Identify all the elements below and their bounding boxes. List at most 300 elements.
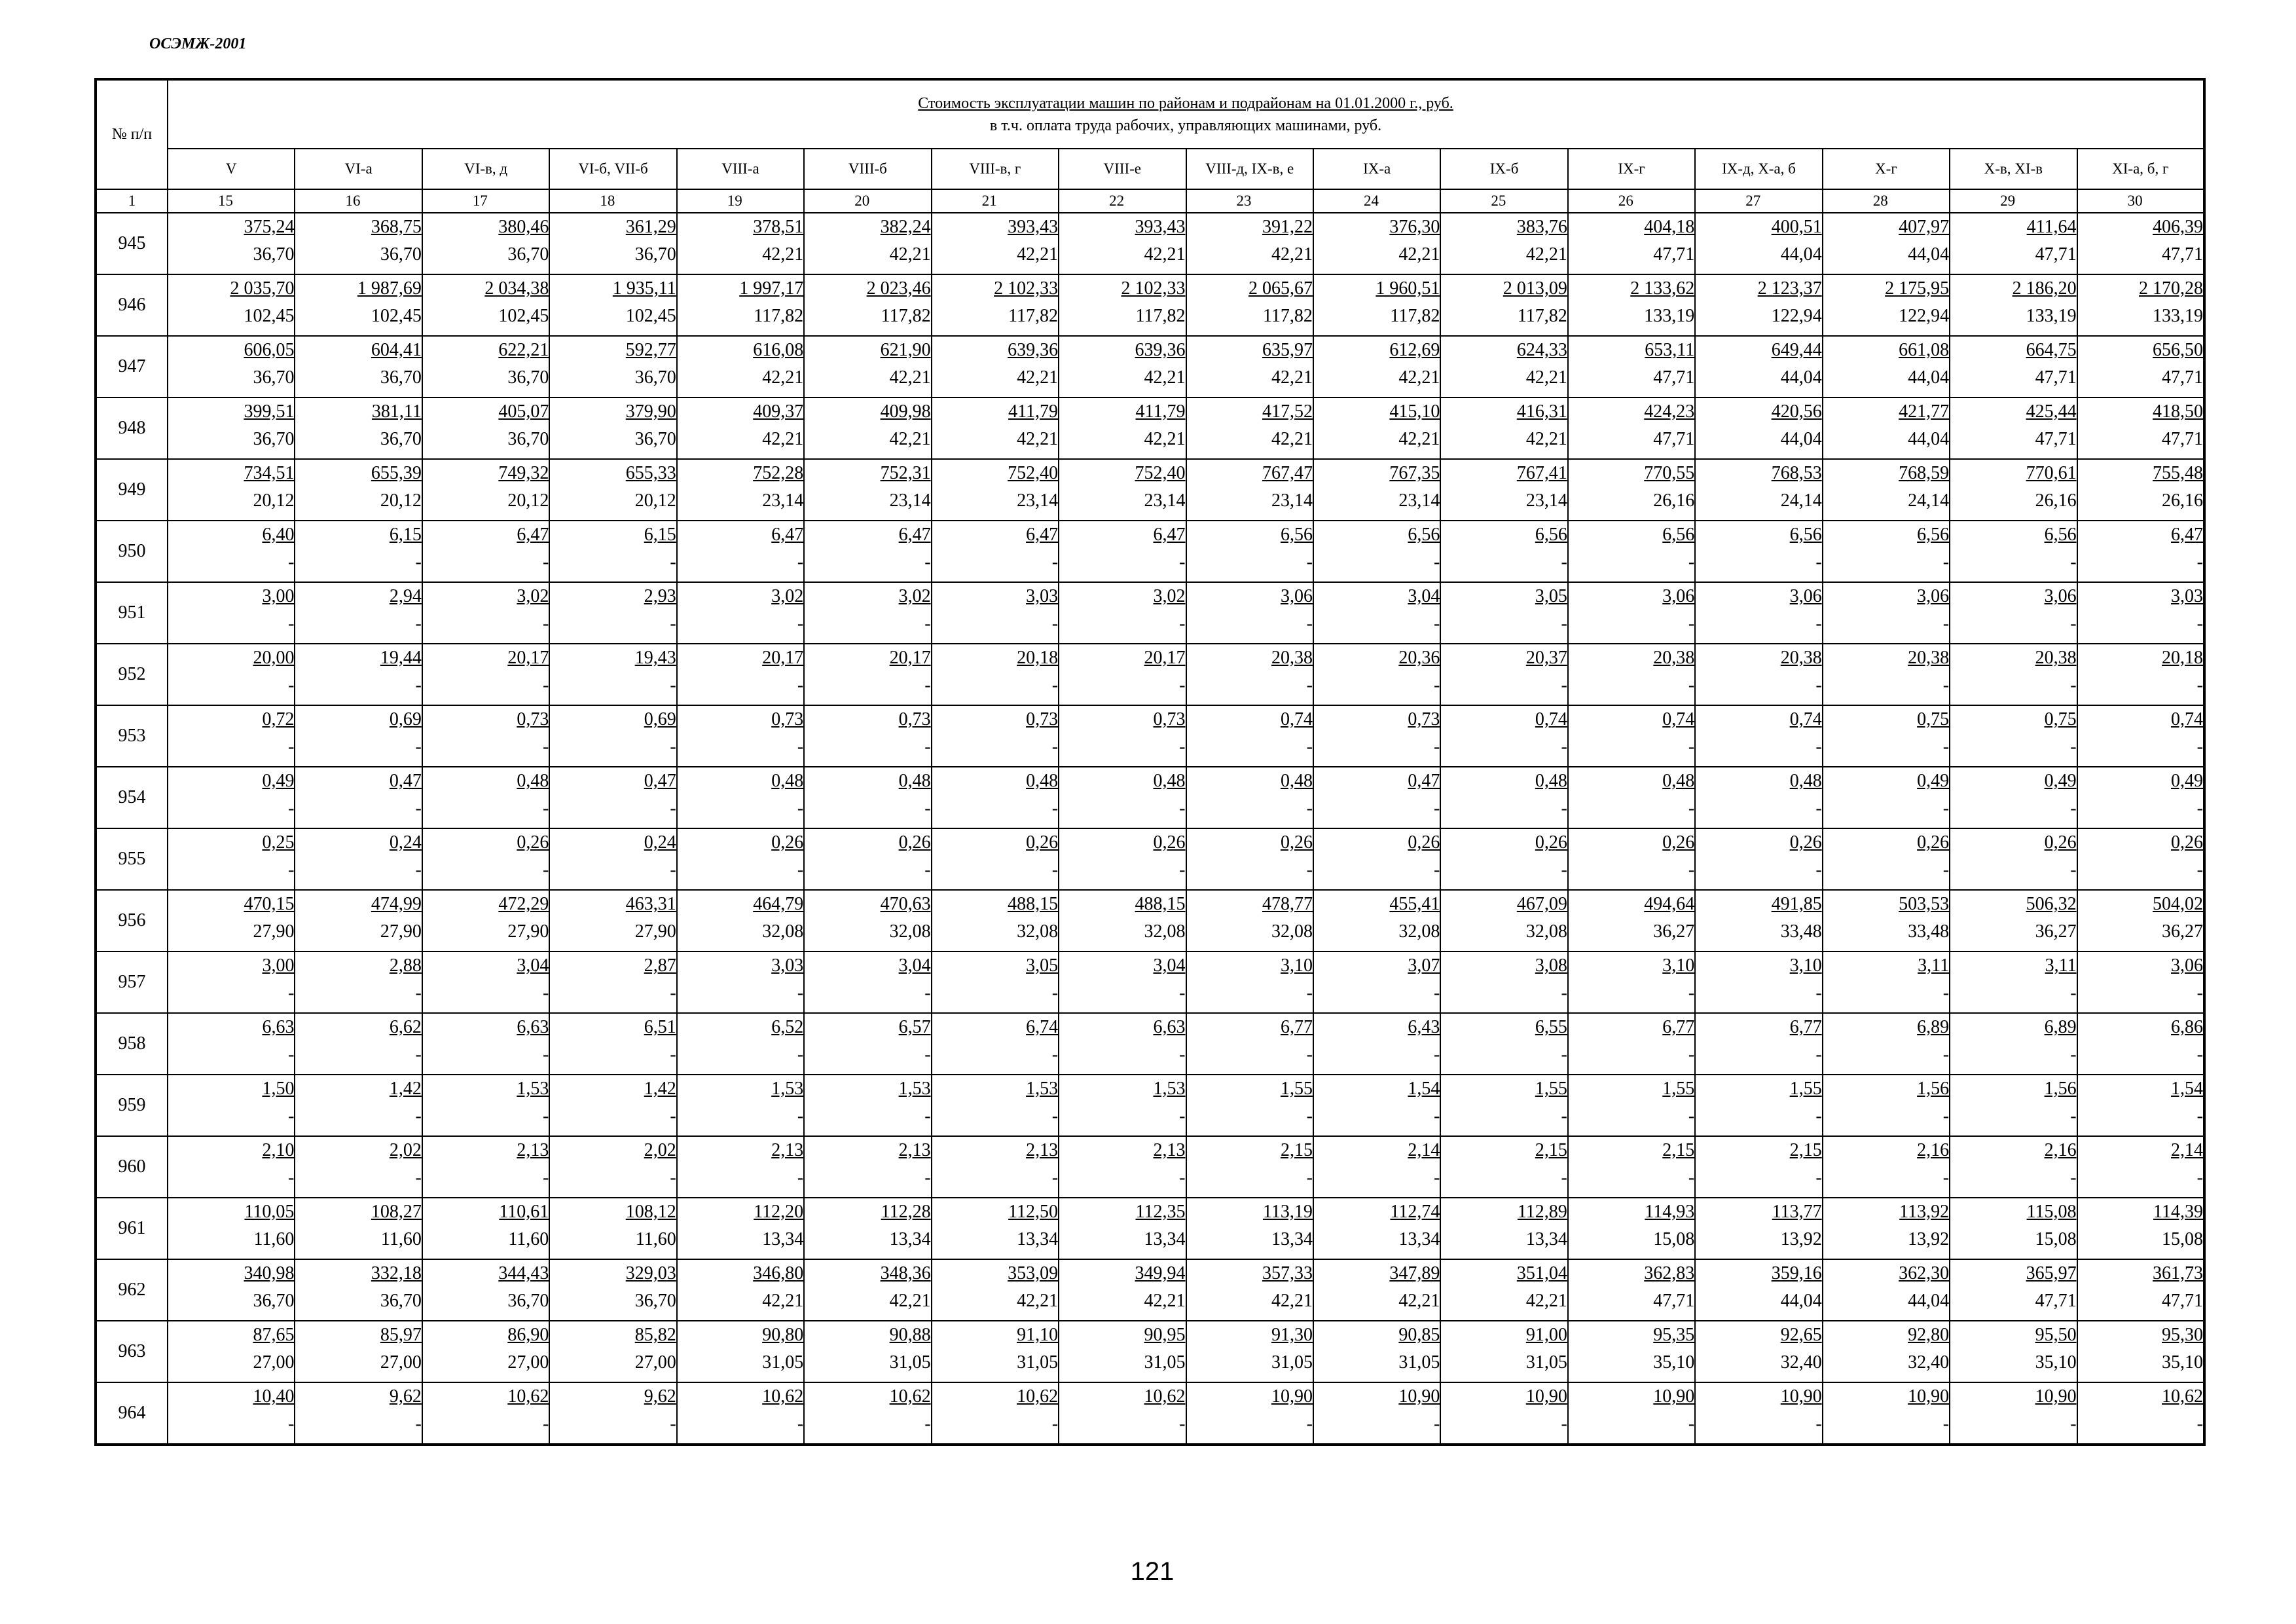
table-row [96,397,2204,459]
table-row [96,828,2204,890]
operator-wage-value: 26,16 [1653,490,1695,511]
operating-cost-value: 10,90 [1653,1386,1695,1407]
operating-cost-value: 90,80 [762,1325,804,1345]
table-row [96,521,2204,582]
cost-cell [1695,1075,1822,1136]
operating-cost-value: 381,11 [371,401,422,422]
cost-cell [1440,336,1567,397]
operating-cost-value: 752,40 [1135,463,1186,483]
operating-cost-value: 407,97 [1899,217,1950,237]
operator-wage-value: - [1688,737,1695,757]
operator-wage-value: - [288,798,295,819]
operator-wage-value: - [1179,614,1186,634]
operator-wage-value: - [1179,1414,1186,1434]
cost-cell [1950,828,2077,890]
operating-cost-value: 488,15 [1135,894,1186,914]
cost-cell [1059,951,1186,1013]
operator-wage-value: - [2070,1106,2077,1126]
operator-wage-value: - [1942,798,1950,819]
cost-cell [2077,705,2204,767]
operator-wage-value: - [415,1044,422,1065]
cost-cell [422,951,549,1013]
cost-cell [168,1013,295,1075]
cost-cell [168,951,295,1013]
cost-cell [1950,644,2077,705]
operator-wage-value: - [1434,552,1440,572]
column-index-cell: 28 [1823,189,1950,213]
cost-cell [1186,951,1313,1013]
column-index-cell: 30 [2077,189,2204,213]
operator-wage-value: - [1179,737,1186,757]
cost-cell [549,459,676,521]
cost-cell [168,1259,295,1321]
operator-wage-value: 42,21 [1525,244,1567,265]
operating-cost-value: 1,56 [2044,1079,2077,1099]
operator-wage-value: 47,71 [2035,244,2077,265]
operating-cost-value: 6,63 [517,1017,549,1037]
cost-cell [932,397,1059,459]
operator-wage-value: - [1688,983,1695,1003]
operator-wage-value: 15,08 [1653,1229,1695,1249]
cost-cell [2077,213,2204,274]
operating-cost-value: 1 997,17 [739,278,804,299]
operator-wage-value: 44,04 [1908,244,1950,265]
cost-cell [1440,213,1567,274]
operating-cost-value: 90,95 [1144,1325,1186,1345]
operator-wage-value: 117,82 [1517,306,1567,326]
cost-cell [1313,213,1440,274]
operator-wage-value: 47,71 [2035,1291,2077,1311]
column-index-cell: 23 [1186,189,1313,213]
cost-cell [677,213,804,274]
operating-cost-value: 0,73 [1153,709,1186,729]
operating-cost-value: 734,51 [244,463,295,483]
operator-wage-value: - [924,675,931,695]
operator-wage-value: - [1688,1044,1695,1065]
cost-cell [1950,1013,2077,1075]
cost-cell [422,1198,549,1259]
operating-cost-value: 655,39 [371,463,422,483]
operator-wage-value: - [2196,552,2203,572]
operator-wage-value: - [1179,860,1186,880]
operating-cost-value: 2,13 [898,1140,931,1160]
operating-cost-value: 0,48 [517,771,549,791]
operating-cost-value: 0,73 [517,709,549,729]
operating-cost-value: 362,30 [1899,1263,1950,1283]
operating-cost-value: 411,64 [2026,217,2077,237]
cost-cell [1950,274,2077,336]
cost-cell [1823,890,1950,951]
cost-cell [1695,274,1822,336]
cost-cell [2077,1075,2204,1136]
operating-cost-value: 20,36 [1398,648,1440,668]
operating-cost-value: 0,73 [898,709,931,729]
cost-cell [1695,582,1822,644]
cost-cell [677,951,804,1013]
operating-cost-value: 755,48 [2153,463,2203,483]
operating-cost-value: 6,56 [2044,525,2077,545]
operating-cost-value: 0,48 [898,771,931,791]
cost-cell [295,705,422,767]
cost-cell [295,213,422,274]
row-number: 961 [96,1198,168,1259]
operating-cost-value: 10,62 [2162,1386,2203,1407]
operator-wage-value: - [1434,1044,1440,1065]
row-number: 963 [96,1321,168,1382]
operating-cost-value: 361,29 [625,217,676,237]
cost-cell [1568,644,1695,705]
cost-cell [932,1321,1059,1382]
table-row [96,1013,2204,1075]
table-title-line-2: в т.ч. оплата труда рабочих, управляющих машинами, руб. [989,117,1382,134]
operator-wage-value: 47,71 [1653,1291,1695,1311]
operating-cost-value: 2,13 [1026,1140,1059,1160]
operating-cost-value: 375,24 [244,217,295,237]
cost-cell [1823,274,1950,336]
cost-cell [1059,1382,1186,1445]
operating-cost-value: 3,07 [1408,955,1440,976]
cost-cell [168,644,295,705]
operating-cost-value: 0,26 [898,832,931,853]
operating-cost-value: 2,14 [1408,1140,1440,1160]
operator-wage-value: 102,45 [244,306,295,326]
cost-cell [804,1075,931,1136]
region-header: IX-г [1568,149,1695,189]
operating-cost-value: 113,77 [1772,1202,1822,1222]
cost-cell [1313,582,1440,644]
cost-cell [1059,1136,1186,1198]
operator-wage-value: - [1688,1414,1695,1434]
operating-cost-value: 612,69 [1389,340,1440,360]
operating-cost-value: 6,56 [1789,525,1822,545]
operating-cost-value: 1,53 [1153,1079,1186,1099]
operator-wage-value: 13,92 [1780,1229,1822,1249]
operator-wage-value: 27,00 [634,1352,676,1373]
operator-wage-value: - [2196,1106,2203,1126]
region-header: VIII-б [804,149,931,189]
cost-cell [168,828,295,890]
cost-cell [422,521,549,582]
operating-cost-value: 6,63 [262,1017,295,1037]
operator-wage-value: 117,82 [1390,306,1440,326]
operating-cost-value: 329,03 [625,1263,676,1283]
cost-cell [1823,767,1950,828]
cost-cell [549,397,676,459]
cost-cell [1823,828,1950,890]
operator-wage-value: 42,21 [762,244,804,265]
operating-cost-value: 114,93 [1645,1202,1695,1222]
operating-cost-value: 635,97 [1262,340,1313,360]
operator-wage-value: - [542,798,549,819]
operating-cost-value: 87,65 [253,1325,295,1345]
operating-cost-value: 112,35 [1135,1202,1186,1222]
cost-cell [932,582,1059,644]
region-header-row [96,149,2204,189]
cost-cell [1568,890,1695,951]
cost-cell [1059,336,1186,397]
operator-wage-value: - [1179,983,1186,1003]
row-number: 953 [96,705,168,767]
row-number: 954 [96,767,168,828]
operating-cost-value: 0,72 [262,709,295,729]
operating-cost-value: 0,49 [2044,771,2077,791]
cost-cell [1313,890,1440,951]
operating-cost-value: 418,50 [2153,401,2203,422]
row-number: 959 [96,1075,168,1136]
operating-cost-value: 20,38 [1271,648,1313,668]
cost-cell [168,397,295,459]
operator-wage-value: - [2070,1414,2077,1434]
operator-wage-value: 42,21 [1017,429,1059,449]
operating-cost-value: 95,50 [2035,1325,2077,1345]
operating-cost-value: 1,53 [1026,1079,1059,1099]
operator-wage-value: 23,14 [1398,490,1440,511]
cost-cell [1059,1321,1186,1382]
cost-cell [1059,213,1186,274]
operating-cost-value: 2,16 [2044,1140,2077,1160]
operating-cost-value: 6,47 [1026,525,1059,545]
operator-wage-value: 23,14 [762,490,804,511]
cost-cell [422,1013,549,1075]
cost-cell [295,274,422,336]
cost-cell [168,274,295,336]
cost-cell [1823,1321,1950,1382]
operator-wage-value: - [288,860,295,880]
operating-cost-value: 20,17 [1144,648,1186,668]
operating-cost-value: 3,03 [2171,586,2203,606]
cost-cell [2077,336,2204,397]
cost-cell [2077,1259,2204,1321]
operator-wage-value: 42,21 [1144,367,1186,388]
region-header: VIII-а [677,149,804,189]
operating-cost-value: 661,08 [1899,340,1950,360]
operator-wage-value: 31,05 [1271,1352,1313,1373]
cost-cell [1950,890,2077,951]
operator-wage-value: - [288,983,295,1003]
operator-wage-value: 13,34 [1525,1229,1567,1249]
operating-cost-value: 1,55 [1280,1079,1313,1099]
cost-cell [1440,274,1567,336]
cost-cell [1568,397,1695,459]
operating-cost-value: 20,17 [889,648,931,668]
operator-wage-value: 11,60 [253,1229,295,1249]
operating-cost-value: 92,80 [1908,1325,1950,1345]
operator-wage-value: - [288,1414,295,1434]
operator-wage-value: - [2070,552,2077,572]
operator-wage-value: - [415,675,422,695]
cost-cell [422,336,549,397]
cost-cell [1313,1013,1440,1075]
operating-cost-value: 770,55 [1644,463,1695,483]
operator-wage-value: 24,14 [1908,490,1950,511]
operator-wage-value: 35,10 [2162,1352,2203,1373]
operating-cost-value: 112,50 [1008,1202,1059,1222]
cost-cell [677,582,804,644]
operating-cost-value: 114,39 [2153,1202,2203,1222]
operator-wage-value: - [2196,860,2203,880]
operating-cost-value: 467,09 [1516,894,1567,914]
operating-cost-value: 20,18 [1017,648,1059,668]
operator-wage-value: 102,45 [625,306,676,326]
row-number: 962 [96,1259,168,1321]
machine-cost-table [94,78,2206,1446]
cost-cell [932,336,1059,397]
operating-cost-value: 752,28 [753,463,804,483]
operating-cost-value: 0,49 [1917,771,1950,791]
operating-cost-value: 0,26 [1026,832,1059,853]
cost-cell [677,1198,804,1259]
operator-wage-value: 27,90 [253,921,295,942]
table-row [96,1075,2204,1136]
operator-wage-value: - [1434,860,1440,880]
operating-cost-value: 10,90 [1525,1386,1567,1407]
cost-cell [549,274,676,336]
cost-cell [422,1075,549,1136]
operating-cost-value: 1 987,69 [357,278,422,299]
operating-cost-value: 6,56 [1280,525,1313,545]
row-number: 950 [96,521,168,582]
cost-cell [804,1013,931,1075]
operating-cost-value: 2 102,33 [1121,278,1186,299]
region-header: IX-д, X-а, б [1695,149,1822,189]
operating-cost-value: 0,48 [1535,771,1567,791]
operator-wage-value: - [2070,1168,2077,1188]
cost-cell [422,1259,549,1321]
operator-wage-value: - [1561,860,1567,880]
table-body [96,213,2204,1445]
operating-cost-value: 6,56 [1917,525,1950,545]
operator-wage-value: 36,70 [634,244,676,265]
operator-wage-value: 117,82 [1008,306,1059,326]
operating-cost-value: 9,62 [644,1386,676,1407]
operator-wage-value: 36,70 [253,244,295,265]
cost-cell [1695,705,1822,767]
table-row [96,1136,2204,1198]
cost-cell [295,582,422,644]
operator-wage-value: 133,19 [1644,306,1695,326]
operator-wage-value: 13,92 [1908,1229,1950,1249]
cost-cell [549,828,676,890]
operating-cost-value: 6,47 [898,525,931,545]
operator-wage-value: 42,21 [889,244,931,265]
operating-cost-value: 90,88 [889,1325,931,1345]
cost-cell [1950,1259,2077,1321]
operating-cost-value: 0,74 [1280,709,1313,729]
operator-wage-value: - [1561,1168,1567,1188]
region-header: XI-а, б, г [2077,149,2204,189]
cost-cell [804,336,931,397]
operating-cost-value: 391,22 [1262,217,1313,237]
operating-cost-value: 6,77 [1280,1017,1313,1037]
cost-cell [677,397,804,459]
cost-cell [677,274,804,336]
operating-cost-value: 0,26 [1408,832,1440,853]
cost-cell [1568,213,1695,274]
operator-wage-value: 42,21 [889,429,931,449]
cost-cell [1568,459,1695,521]
cost-cell [549,213,676,274]
cost-cell [295,767,422,828]
cost-cell [1186,336,1313,397]
operator-wage-value: - [1434,737,1440,757]
operator-wage-value: - [1051,983,1059,1003]
operating-cost-value: 664,75 [2026,340,2077,360]
operating-cost-value: 655,33 [625,463,676,483]
operating-cost-value: 649,44 [1771,340,1822,360]
operating-cost-value: 0,26 [1789,832,1822,853]
cost-cell [1823,213,1950,274]
cost-cell [2077,890,2204,951]
operating-cost-value: 91,00 [1525,1325,1567,1345]
operator-wage-value: 23,14 [889,490,931,511]
operator-wage-value: - [1688,1168,1695,1188]
operator-wage-value: 32,08 [1017,921,1059,942]
operator-wage-value: 36,27 [1653,921,1695,942]
operating-cost-value: 0,74 [1535,709,1567,729]
cost-cell [549,767,676,828]
cost-cell [677,521,804,582]
cost-cell [1313,1382,1440,1445]
cost-cell [295,644,422,705]
cost-cell [1313,951,1440,1013]
cost-cell [422,890,549,951]
operator-wage-value: 33,48 [1780,921,1822,942]
operator-wage-value: - [1688,860,1695,880]
operator-wage-value: - [670,675,676,695]
operator-wage-value: - [288,614,295,634]
table-title-line-1: Стоимость эксплуатации машин по районам и подрайонам на 01.01.2000 г., руб. [918,94,1453,112]
cost-cell [1440,1198,1567,1259]
operating-cost-value: 2 065,67 [1248,278,1313,299]
operating-cost-value: 1,53 [517,1079,549,1099]
cost-cell [168,767,295,828]
operating-cost-value: 3,02 [771,586,804,606]
cost-cell [1059,644,1186,705]
cost-cell [422,459,549,521]
operating-cost-value: 2,13 [517,1140,549,1160]
cost-cell [804,644,931,705]
row-number: 951 [96,582,168,644]
cost-cell [1313,705,1440,767]
operator-wage-value: 32,40 [1780,1352,1822,1373]
operating-cost-value: 639,36 [1135,340,1186,360]
operator-wage-value: - [1306,1168,1313,1188]
cost-cell [1313,767,1440,828]
operator-wage-value: 122,94 [1771,306,1822,326]
operator-wage-value: 36,70 [253,367,295,388]
operating-cost-value: 0,69 [644,709,676,729]
operator-wage-value: 42,21 [762,429,804,449]
operator-wage-value: 44,04 [1780,429,1822,449]
operator-wage-value: - [1179,552,1186,572]
operator-wage-value: 24,14 [1780,490,1822,511]
cost-cell [932,828,1059,890]
operator-wage-value: 117,82 [1262,306,1313,326]
cost-cell [1186,644,1313,705]
cost-cell [1313,644,1440,705]
cost-cell [1059,1259,1186,1321]
page-number: 121 [1130,1557,1175,1586]
operator-wage-value: - [797,860,804,880]
operating-cost-value: 470,63 [880,894,931,914]
cost-cell [677,767,804,828]
operator-wage-value: 23,14 [1144,490,1186,511]
operator-wage-value: - [415,798,422,819]
operating-cost-value: 6,89 [1917,1017,1950,1037]
operator-wage-value: - [1434,1168,1440,1188]
operator-wage-value: - [1561,798,1567,819]
operating-cost-value: 378,51 [753,217,804,237]
